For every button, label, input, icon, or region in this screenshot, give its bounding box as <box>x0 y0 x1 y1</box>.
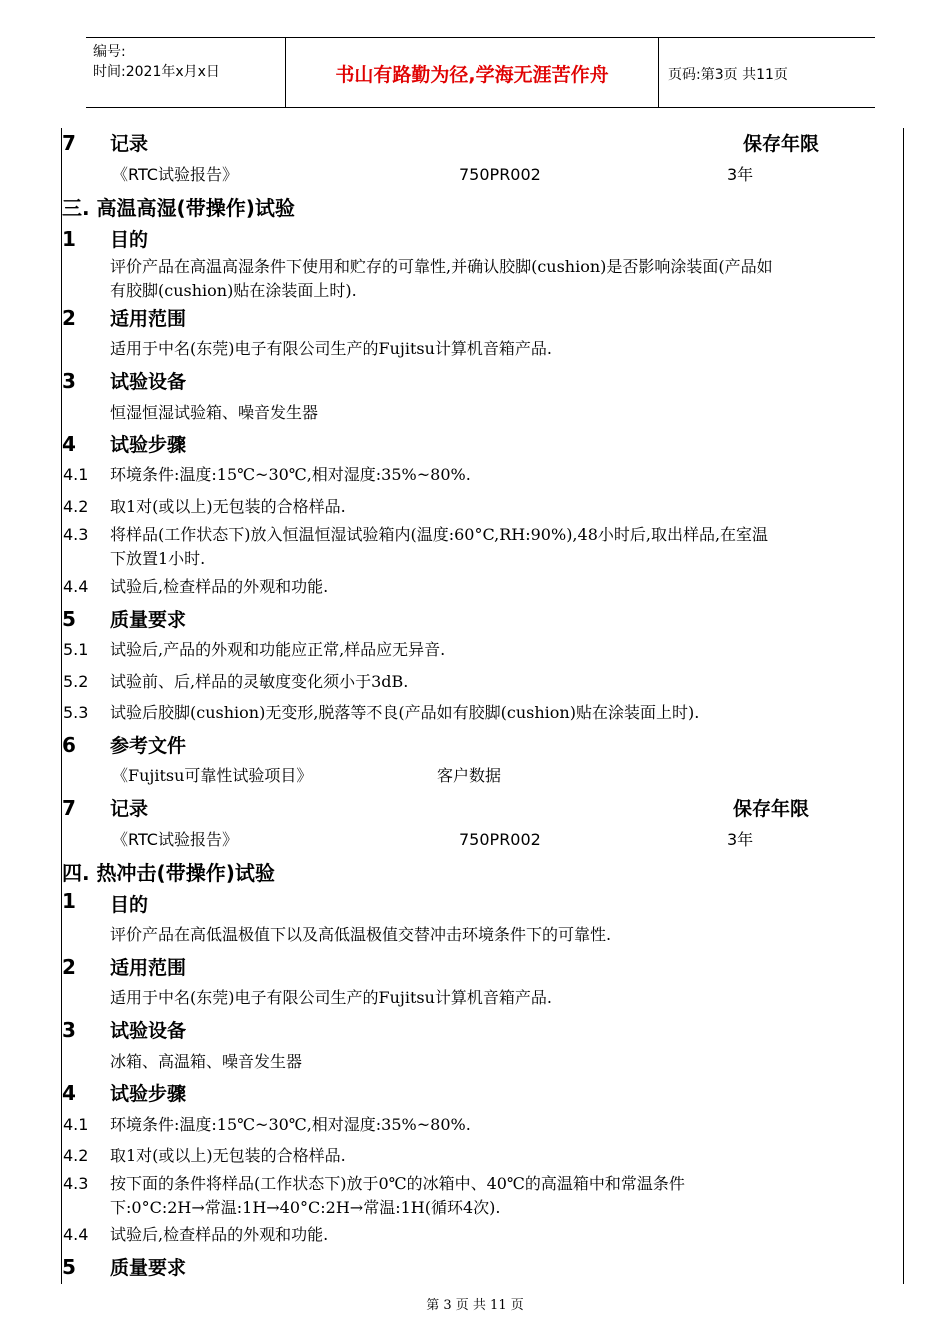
paragraph: 评价产品在高温高湿条件下使用和贮存的可靠性,并确认胶脚(cushion)是否影响涂装面(产品如 <box>110 257 773 276</box>
item-number: 4.4 <box>63 1225 89 1244</box>
reference-doc: 《Fujitsu可靠性试验项目》 <box>112 766 313 785</box>
section-heading: 记录 <box>110 133 149 155</box>
section-heading: 质量要求 <box>110 1257 187 1279</box>
paragraph: 试验前、后,样品的灵敏度变化须小于3dB. <box>110 672 409 691</box>
section-number: 2 <box>62 306 76 330</box>
reference-source: 客户数据 <box>437 766 502 785</box>
section-heading: 目的 <box>110 894 149 916</box>
record-years: 3年 <box>727 165 754 184</box>
section-heading: 目的 <box>110 229 149 251</box>
paragraph: 试验后,检查样品的外观和功能. <box>110 577 329 596</box>
section-heading: 参考文件 <box>110 735 187 757</box>
record-doc: 《RTC试验报告》 <box>112 165 238 184</box>
paragraph: 取1对(或以上)无包装的合格样品. <box>110 1146 346 1165</box>
item-number: 4.3 <box>63 1174 89 1193</box>
paragraph: 将样品(工作状态下)放入恒温恒湿试验箱内(温度:60°C,RH:90%),48小时后,取出样品,在室温 <box>110 525 769 544</box>
section-heading: 适用范围 <box>110 957 187 979</box>
section-number: 3 <box>62 1018 76 1042</box>
record-years: 3年 <box>727 830 754 849</box>
record-code: 750PR002 <box>459 165 541 184</box>
item-number: 4.1 <box>63 1115 89 1134</box>
section-number: 1 <box>62 227 76 251</box>
record-code: 750PR002 <box>459 830 541 849</box>
paragraph: 环境条件:温度:15℃~30℃,相对湿度:35%~80%. <box>110 1115 471 1134</box>
paragraph: 试验后胶脚(cushion)无变形,脱落等不良(产品如有胶脚(cushion)贴在涂装面上时). <box>110 703 700 722</box>
item-number: 4.2 <box>63 1146 89 1165</box>
header-info <box>93 42 220 82</box>
item-number: 5.3 <box>63 703 89 722</box>
page-header <box>86 37 875 108</box>
retention-heading: 保存年限 <box>733 798 810 820</box>
item-number: 4.2 <box>63 497 89 516</box>
section-number: 1 <box>62 889 76 913</box>
section-heading: 质量要求 <box>110 609 187 631</box>
item-number: 5.2 <box>63 672 89 691</box>
paragraph: 适用于中名(东莞)电子有限公司生产的Fujitsu计算机音箱产品. <box>110 988 553 1007</box>
paragraph: 有胶脚(cushion)贴在涂装面上时). <box>110 281 357 300</box>
paragraph: 下:0°C:2H→常温:1H→40°C:2H→常温:1H(循环4次). <box>110 1198 501 1217</box>
section-title: 三. 高温高湿(带操作)试验 <box>62 196 295 220</box>
section-heading: 试验设备 <box>110 1020 187 1042</box>
section-number: 7 <box>62 131 76 155</box>
header-divider <box>658 38 659 107</box>
item-number: 5.1 <box>63 640 89 659</box>
record-doc: 《RTC试验报告》 <box>112 830 238 849</box>
header-motto: 书山有路勤为径,学海无涯苦作舟 <box>335 64 609 86</box>
paragraph: 按下面的条件将样品(工作状态下)放于0℃的冰箱中、40℃的高温箱中和常温条件 <box>110 1174 685 1193</box>
paragraph: 恒湿恒湿试验箱、噪音发生器 <box>110 403 319 422</box>
section-number: 3 <box>62 369 76 393</box>
item-number: 4.1 <box>63 465 89 484</box>
paragraph: 试验后,产品的外观和功能应正常,样品应无异音. <box>110 640 446 659</box>
paragraph: 下放置1小时. <box>110 549 206 568</box>
paragraph: 试验后,检查样品的外观和功能. <box>110 1225 329 1244</box>
section-number: 4 <box>62 1081 76 1105</box>
section-number: 4 <box>62 432 76 456</box>
code-label: 编号: <box>93 44 126 60</box>
section-heading: 试验步骤 <box>110 1083 187 1105</box>
section-title: 四. 热冲击(带操作)试验 <box>62 861 275 885</box>
section-heading: 试验设备 <box>110 371 187 393</box>
left-margin-line <box>61 128 62 1284</box>
paragraph: 适用于中名(东莞)电子有限公司生产的Fujitsu计算机音箱产品. <box>110 339 553 358</box>
section-heading: 试验步骤 <box>110 434 187 456</box>
section-number: 5 <box>62 607 76 631</box>
section-number: 7 <box>62 796 76 820</box>
header-page-label: 页码:第3页 共11页 <box>668 67 788 83</box>
paragraph: 取1对(或以上)无包装的合格样品. <box>110 497 346 516</box>
retention-heading: 保存年限 <box>743 133 820 155</box>
page-footer: 第 3 页 共 11 页 <box>426 1298 524 1313</box>
paragraph: 环境条件:温度:15℃~30℃,相对湿度:35%~80%. <box>110 465 471 484</box>
right-margin-line <box>903 128 904 1284</box>
section-number: 5 <box>62 1255 76 1279</box>
section-heading: 记录 <box>110 798 149 820</box>
item-number: 4.3 <box>63 525 89 544</box>
section-number: 6 <box>62 733 76 757</box>
section-heading: 适用范围 <box>110 308 187 330</box>
paragraph: 评价产品在高低温极值下以及高低温极值交替冲击环境条件下的可靠性. <box>110 925 612 944</box>
paragraph: 冰箱、高温箱、噪音发生器 <box>110 1052 303 1071</box>
time-label: 时间:2021年x月x日 <box>93 64 220 80</box>
item-number: 4.4 <box>63 577 89 596</box>
section-number: 2 <box>62 955 76 979</box>
